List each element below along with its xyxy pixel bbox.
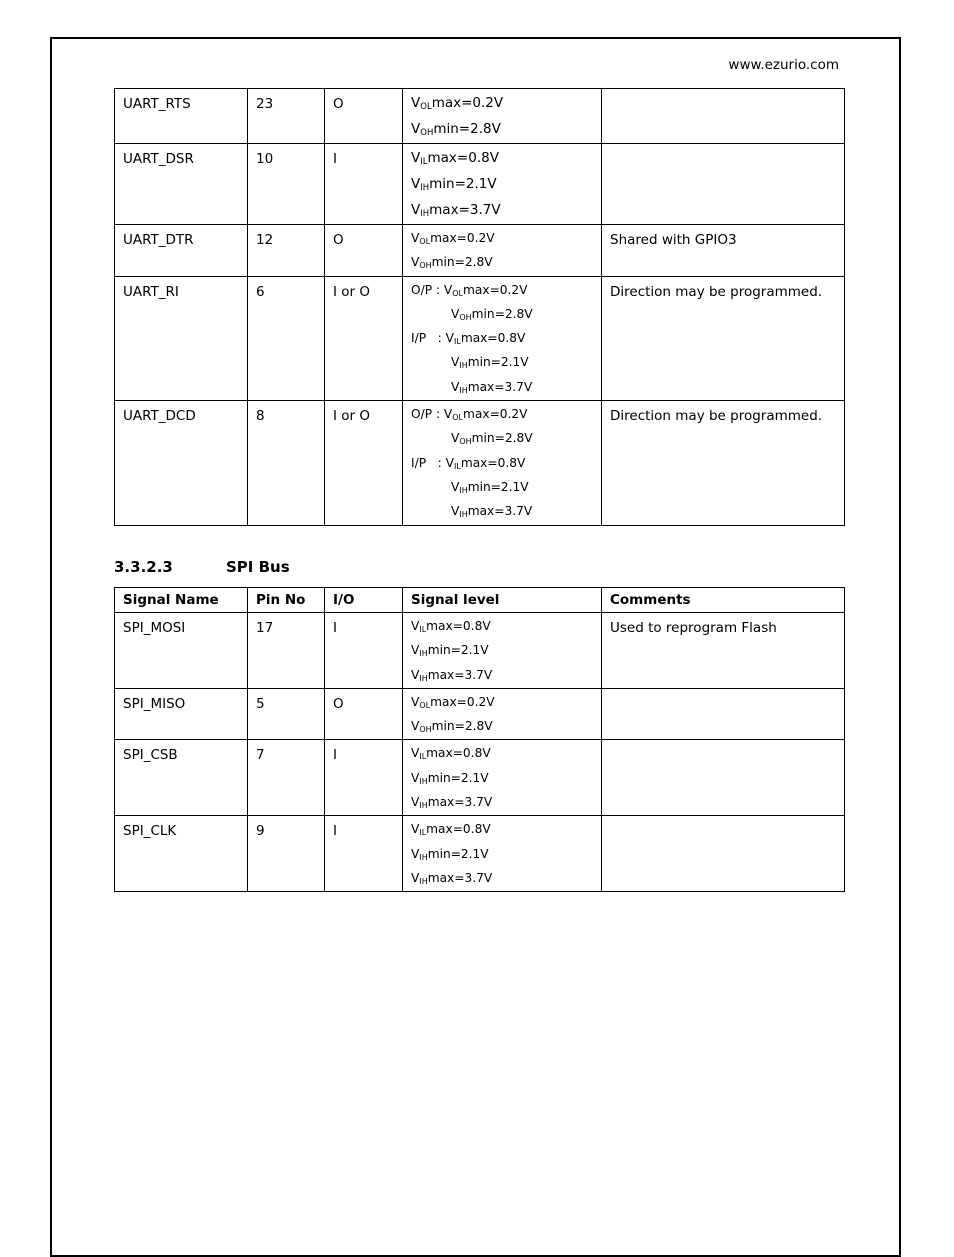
comments-cell: Direction may be programmed. [602,401,845,525]
pin-no-cell: 7 [248,740,325,816]
table-row [115,89,845,144]
uart-signal-table [114,88,845,526]
signal-level-cell [403,89,602,144]
signal-name-cell: SPI_CSB [115,740,248,816]
io-cell: I or O [325,401,403,525]
comments-cell [602,740,845,816]
signal-level-line: $V_{OL}\max=0.2V$ [411,694,495,710]
signal-name-cell: UART_DSR [115,144,248,225]
signal-level-cell [403,688,602,740]
io-cell: I [325,613,403,689]
section-title: SPI Bus [226,558,290,576]
signal-name-cell: UART_RTS [115,89,248,144]
signal-name-cell: UART_DTR [115,225,248,277]
signal-level-line: $V_{OH}\min=2.8V$ [411,121,501,138]
table-row [115,740,845,816]
section-number: 3.3.2.3 [114,558,173,576]
comments-cell [602,688,845,740]
comments-cell: Direction may be programmed. [602,276,845,400]
section-heading [114,558,290,576]
signal-level-line: $V_{IL}\max=0.8V$ [411,822,491,838]
table-row [115,225,845,277]
io-cell: I or O [325,276,403,400]
header-io: I/O [325,588,403,613]
io-cell: O [325,688,403,740]
signal-level-cell [403,613,602,689]
table-row [115,276,845,400]
signal-level-line: I/P : $V_{IL}\max=0.8V$ [411,455,526,471]
pin-no-cell: 10 [248,144,325,225]
io-cell: I [325,144,403,225]
header-signal-name: Signal Name [115,588,248,613]
io-cell: O [325,89,403,144]
comments-cell: Used to reprogram Flash [602,613,845,689]
table-row [115,613,845,689]
header-comments: Comments [602,588,845,613]
signal-level-cell [403,225,602,277]
pin-no-cell: 9 [248,816,325,892]
signal-name-cell: SPI_MOSI [115,613,248,689]
table-row [115,816,845,892]
pin-no-cell: 5 [248,688,325,740]
signal-level-line: $V_{IL}\max=0.8V$ [411,746,491,762]
signal-name-cell: SPI_CLK [115,816,248,892]
pin-no-cell: 23 [248,89,325,144]
signal-level-line: $V_{IH}\min=2.1V$ [411,846,489,862]
table-header-row [115,588,845,613]
signal-level-line: O/P : $V_{OL}\max=0.2V$ [411,407,528,423]
signal-level-line: $V_{IH}\min=2.1V$ [451,355,529,371]
signal-level-line: $V_{IH}\max=3.7V$ [411,202,501,219]
header-pin-no: Pin No [248,588,325,613]
pin-no-cell: 8 [248,401,325,525]
signal-level-line: $V_{IH}\min=2.1V$ [451,479,529,495]
comments-cell [602,89,845,144]
io-cell: O [325,225,403,277]
pin-no-cell: 12 [248,225,325,277]
table-row [115,688,845,740]
header-url: www.ezurio.com [728,57,839,73]
table-row [115,144,845,225]
pin-no-cell: 17 [248,613,325,689]
signal-level-line: $V_{OL}\max=0.2V$ [411,95,504,112]
signal-level-line: $V_{IH}\max=3.7V$ [411,870,493,886]
signal-name-cell: UART_RI [115,276,248,400]
signal-level-cell [403,144,602,225]
header-signal-level: Signal level [403,588,602,613]
signal-level-line: $V_{OH}\min=2.8V$ [451,431,533,447]
io-cell: I [325,816,403,892]
signal-level-cell [403,740,602,816]
signal-level-line: $V_{IH}\min=2.1V$ [411,643,489,659]
signal-level-line: I/P : $V_{IL}\max=0.8V$ [411,331,526,347]
spi-signal-table [114,587,845,892]
comments-cell [602,144,845,225]
signal-level-line: $V_{OH}\min=2.8V$ [451,306,533,322]
signal-level-line: $V_{IH}\max=3.7V$ [451,379,533,395]
table-row [115,401,845,525]
signal-level-line: $V_{OH}\min=2.8V$ [411,719,493,735]
signal-name-cell: UART_DCD [115,401,248,525]
comments-cell: Shared with GPIO3 [602,225,845,277]
io-cell: I [325,740,403,816]
signal-level-line: $V_{IH}\max=3.7V$ [411,795,493,811]
signal-level-line: $V_{IL}\max=0.8V$ [411,150,499,167]
signal-level-line: O/P : $V_{OL}\max=0.2V$ [411,282,528,298]
signal-level-line: $V_{IH}\min=2.1V$ [411,770,489,786]
signal-level-line: $V_{OH}\min=2.8V$ [411,255,493,271]
signal-level-cell [403,816,602,892]
signal-level-line: $V_{IH}\max=3.7V$ [411,667,493,683]
signal-level-line: $V_{IH}\max=3.7V$ [451,504,533,520]
pin-no-cell: 6 [248,276,325,400]
signal-level-line: $V_{IH}\min=2.1V$ [411,176,497,193]
comments-cell [602,816,845,892]
signal-name-cell: SPI_MISO [115,688,248,740]
signal-level-cell [403,401,602,525]
signal-level-line: $V_{OL}\max=0.2V$ [411,231,495,246]
signal-level-line: $V_{IL}\max=0.8V$ [411,619,491,634]
signal-level-cell [403,276,602,400]
